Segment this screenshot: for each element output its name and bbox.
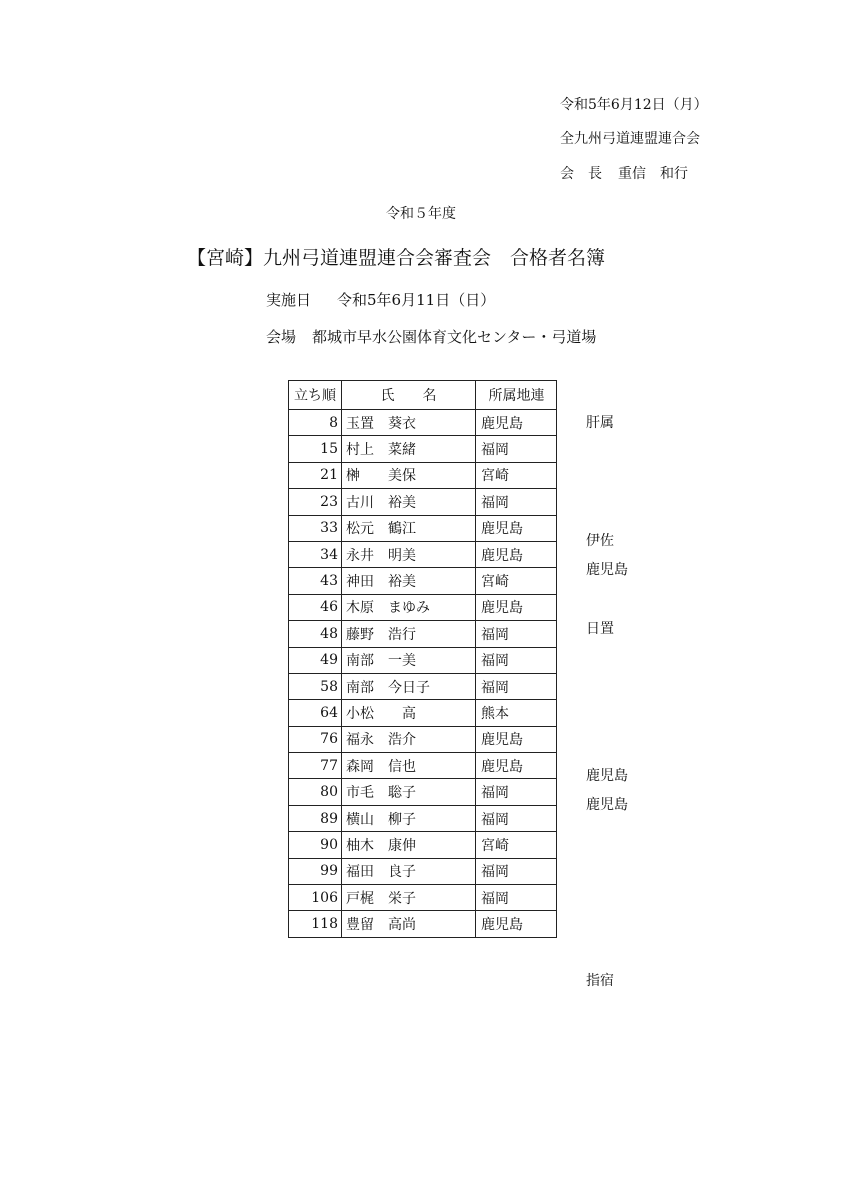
region-cell: 福岡 <box>476 621 557 647</box>
order-cell: 46 <box>289 594 342 620</box>
table-row <box>289 911 557 937</box>
order-cell: 8 <box>289 410 342 436</box>
branch-note: 指宿 <box>586 973 614 990</box>
name-cell: 古川 裕美 <box>342 489 476 515</box>
name-cell: 豊留 高尚 <box>342 911 476 937</box>
table-row <box>289 568 557 594</box>
name-cell: 玉置 葵衣 <box>342 410 476 436</box>
table-row <box>289 805 557 831</box>
table-body <box>289 410 557 938</box>
table-row <box>289 885 557 911</box>
table-row <box>289 436 557 462</box>
implementation-date-line <box>266 289 495 310</box>
document-title: 【宮崎】九州弓道連盟連合会審査会 合格者名簿 <box>187 247 606 269</box>
order-cell: 89 <box>289 805 342 831</box>
order-cell: 99 <box>289 858 342 884</box>
region-cell: 宮崎 <box>476 568 557 594</box>
name-cell: 福田 良子 <box>342 858 476 884</box>
region-cell: 熊本 <box>476 700 557 726</box>
president-line <box>560 163 688 183</box>
order-cell: 58 <box>289 673 342 699</box>
table-row <box>289 410 557 436</box>
region-cell: 鹿児島 <box>476 594 557 620</box>
order-cell: 15 <box>289 436 342 462</box>
table-header-row <box>289 381 557 410</box>
region-cell: 鹿児島 <box>476 911 557 937</box>
name-cell: 戸梶 栄子 <box>342 885 476 911</box>
branch-note: 伊佐 <box>586 532 614 549</box>
branch-note <box>586 497 628 526</box>
region-cell: 鹿児島 <box>476 515 557 541</box>
region-cell: 鹿児島 <box>476 541 557 567</box>
name-cell: 榊 美保 <box>342 462 476 488</box>
passer-table <box>288 380 557 938</box>
name-cell: 小松 高 <box>342 700 476 726</box>
fiscal-year: 令和５年度 <box>386 206 456 222</box>
president-name: 重信 和行 <box>618 166 688 182</box>
table-row <box>289 621 557 647</box>
notes-column <box>586 409 628 997</box>
branch-note: 鹿児島 <box>586 561 628 578</box>
name-cell: 木原 まゆみ <box>342 594 476 620</box>
implementation-value: 令和5年6月11日（日） <box>337 291 496 309</box>
name-cell: 横山 柳子 <box>342 805 476 831</box>
name-cell: 村上 菜緒 <box>342 436 476 462</box>
table-row <box>289 700 557 726</box>
header-order: 立ち順 <box>289 381 342 410</box>
branch-note <box>586 732 628 761</box>
region-cell: 福岡 <box>476 436 557 462</box>
region-cell: 福岡 <box>476 779 557 805</box>
branch-note <box>586 879 628 908</box>
branch-note <box>586 438 628 467</box>
table-row <box>289 462 557 488</box>
region-cell: 鹿児島 <box>476 410 557 436</box>
table-row <box>289 515 557 541</box>
region-cell: 福岡 <box>476 673 557 699</box>
region-cell: 鹿児島 <box>476 753 557 779</box>
order-cell: 106 <box>289 885 342 911</box>
table-row <box>289 779 557 805</box>
branch-note <box>586 820 628 849</box>
name-cell: 柚木 康伸 <box>342 832 476 858</box>
branch-note: 鹿児島 <box>586 797 628 814</box>
venue-value: 都城市早水公園体育文化センター・弓道場 <box>312 328 597 346</box>
header-name: 氏 名 <box>342 381 476 410</box>
region-cell: 福岡 <box>476 858 557 884</box>
order-cell: 77 <box>289 753 342 779</box>
table-row <box>289 647 557 673</box>
order-cell: 34 <box>289 541 342 567</box>
order-cell: 23 <box>289 489 342 515</box>
order-cell: 80 <box>289 779 342 805</box>
document-date: 令和5年6月12日（月） <box>560 97 708 113</box>
table-row <box>289 541 557 567</box>
name-cell: 藤野 浩行 <box>342 621 476 647</box>
order-cell: 118 <box>289 911 342 937</box>
branch-note <box>586 909 628 938</box>
name-cell: 市毛 聡子 <box>342 779 476 805</box>
president-role: 会 長 <box>560 166 602 182</box>
order-cell: 76 <box>289 726 342 752</box>
region-cell: 宮崎 <box>476 832 557 858</box>
branch-note <box>586 644 628 673</box>
implementation-label: 実施日 <box>266 291 312 309</box>
region-cell: 福岡 <box>476 647 557 673</box>
header-region: 所属地連 <box>476 381 557 410</box>
table-row <box>289 673 557 699</box>
table-row <box>289 726 557 752</box>
region-cell: 福岡 <box>476 489 557 515</box>
branch-note <box>586 703 628 732</box>
order-cell: 21 <box>289 462 342 488</box>
order-cell: 90 <box>289 832 342 858</box>
branch-note: 肝属 <box>586 415 614 431</box>
organization-name: 全九州弓道連盟連合会 <box>560 131 700 147</box>
name-cell: 松元 鶴江 <box>342 515 476 541</box>
name-cell: 永井 明美 <box>342 541 476 567</box>
name-cell: 森岡 信也 <box>342 753 476 779</box>
table-row <box>289 753 557 779</box>
order-cell: 49 <box>289 647 342 673</box>
order-cell: 48 <box>289 621 342 647</box>
table-row <box>289 489 557 515</box>
order-cell: 33 <box>289 515 342 541</box>
region-cell: 福岡 <box>476 805 557 831</box>
name-cell: 南部 一美 <box>342 647 476 673</box>
table-row <box>289 594 557 620</box>
region-cell: 鹿児島 <box>476 726 557 752</box>
table-row <box>289 858 557 884</box>
venue-label: 会場 <box>266 328 297 346</box>
branch-note: 日置 <box>586 620 614 637</box>
venue-line <box>266 326 596 347</box>
branch-note <box>586 850 628 879</box>
branch-note <box>586 938 628 967</box>
region-cell: 宮崎 <box>476 462 557 488</box>
branch-note <box>586 674 628 703</box>
order-cell: 64 <box>289 700 342 726</box>
name-cell: 南部 今日子 <box>342 673 476 699</box>
name-cell: 福永 浩介 <box>342 726 476 752</box>
name-cell: 神田 裕美 <box>342 568 476 594</box>
order-cell: 43 <box>289 568 342 594</box>
table-row <box>289 832 557 858</box>
branch-note: 鹿児島 <box>586 767 628 784</box>
branch-note <box>586 468 628 497</box>
branch-note <box>586 585 628 614</box>
region-cell: 福岡 <box>476 885 557 911</box>
